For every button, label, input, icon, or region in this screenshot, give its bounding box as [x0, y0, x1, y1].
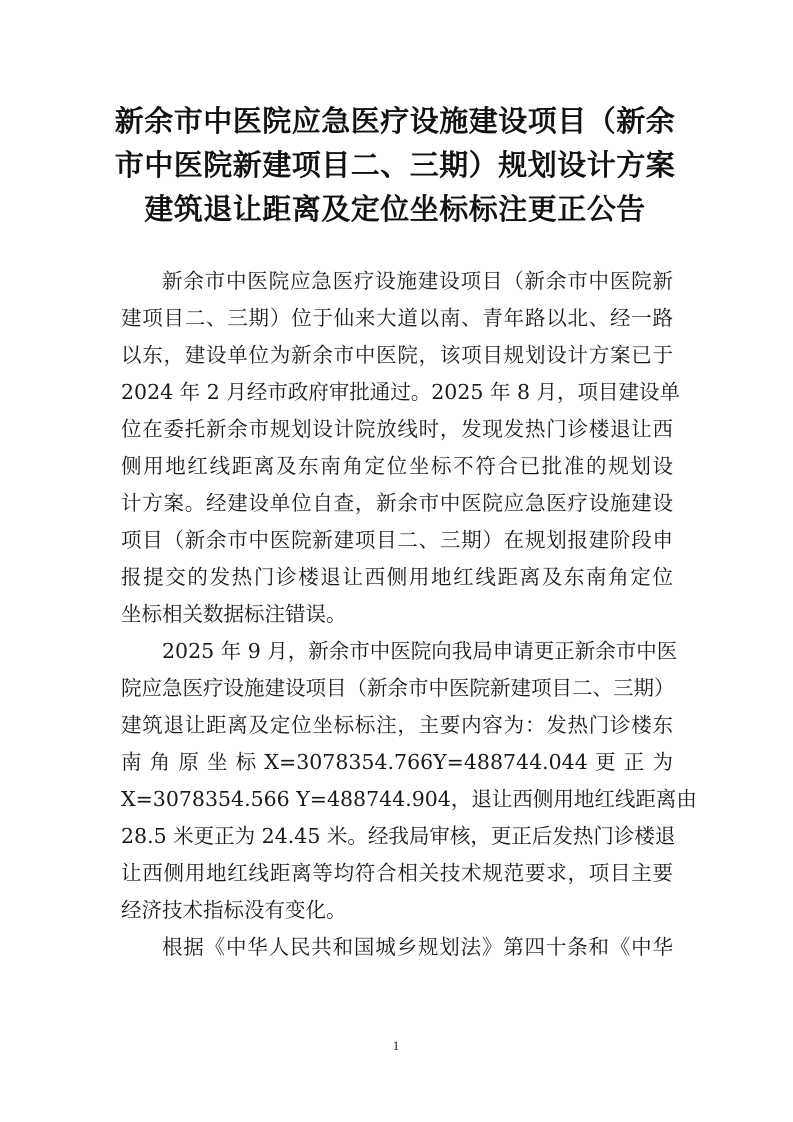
body-line: 项目（新余市中医院新建项目二、三期）在规划报建阶段申: [121, 528, 673, 552]
body-line: 经济技术指标没有变化。: [121, 898, 347, 922]
body-line: 新余市中医院应急医疗设施建设项目（新余市中医院新: [162, 269, 673, 293]
page-number: 1: [392, 1038, 400, 1053]
body-line: 让西侧用地红线距离等均符合相关技术规范要求，项目主要: [121, 861, 673, 885]
document-body: [121, 263, 697, 966]
body-line: 坐标相关数据标注错误。: [121, 602, 347, 626]
title-line: 市中医院新建项目二、三期）规划设计方案: [114, 148, 676, 182]
title-line: 建筑退让距离及定位坐标标注更正公告: [144, 192, 646, 226]
body-line: 以东，建设单位为新余市中医院，该项目规划设计方案已于: [121, 343, 673, 367]
body-line: 侧用地红线距离及东南角定位坐标不符合已批准的规划设: [121, 454, 673, 478]
body-line: 2025 年 9 月，新余市中医院向我局申请更正新余市中医: [162, 639, 678, 663]
body-line: X=3078354.566 Y=488744.904，退让西侧用地红线距离由: [121, 787, 697, 811]
paragraph-project-background: [121, 263, 681, 633]
body-line: 计方案。经建设单位自查，新余市中医院应急医疗设施建设: [121, 491, 673, 515]
body-line: 位在委托新余市规划设计院放线时，发现发热门诊楼退让西: [121, 417, 673, 441]
title-line: 新余市中医院应急医疗设施建设项目（新余: [114, 104, 676, 138]
body-line: 2024 年 2 月经市政府审批通过。2025 年 8 月，项目建设单: [121, 380, 681, 404]
paragraph-legal-basis: [121, 929, 673, 966]
body-line: 28.5 米更正为 24.45 米。经我局审核，更正后发热门诊楼退: [121, 824, 676, 848]
body-line: 南 角 原 坐 标 X=3078354.766Y=488744.044 更 正 为: [121, 750, 673, 774]
document-title: [105, 99, 685, 231]
body-line: 建筑退让距离及定位坐标标注，主要内容为：发热门诊楼东: [121, 713, 673, 737]
body-line: 建项目二、三期）位于仙来大道以南、青年路以北、经一路: [121, 306, 673, 330]
body-line: 院应急医疗设施建设项目（新余市中医院新建项目二、三期）: [121, 676, 675, 700]
body-line: 报提交的发热门诊楼退让西侧用地红线距离及东南角定位: [121, 565, 673, 589]
paragraph-correction-request: [121, 633, 697, 929]
body-line: 根据《中华人民共和国城乡规划法》第四十条和《中华: [162, 935, 673, 959]
